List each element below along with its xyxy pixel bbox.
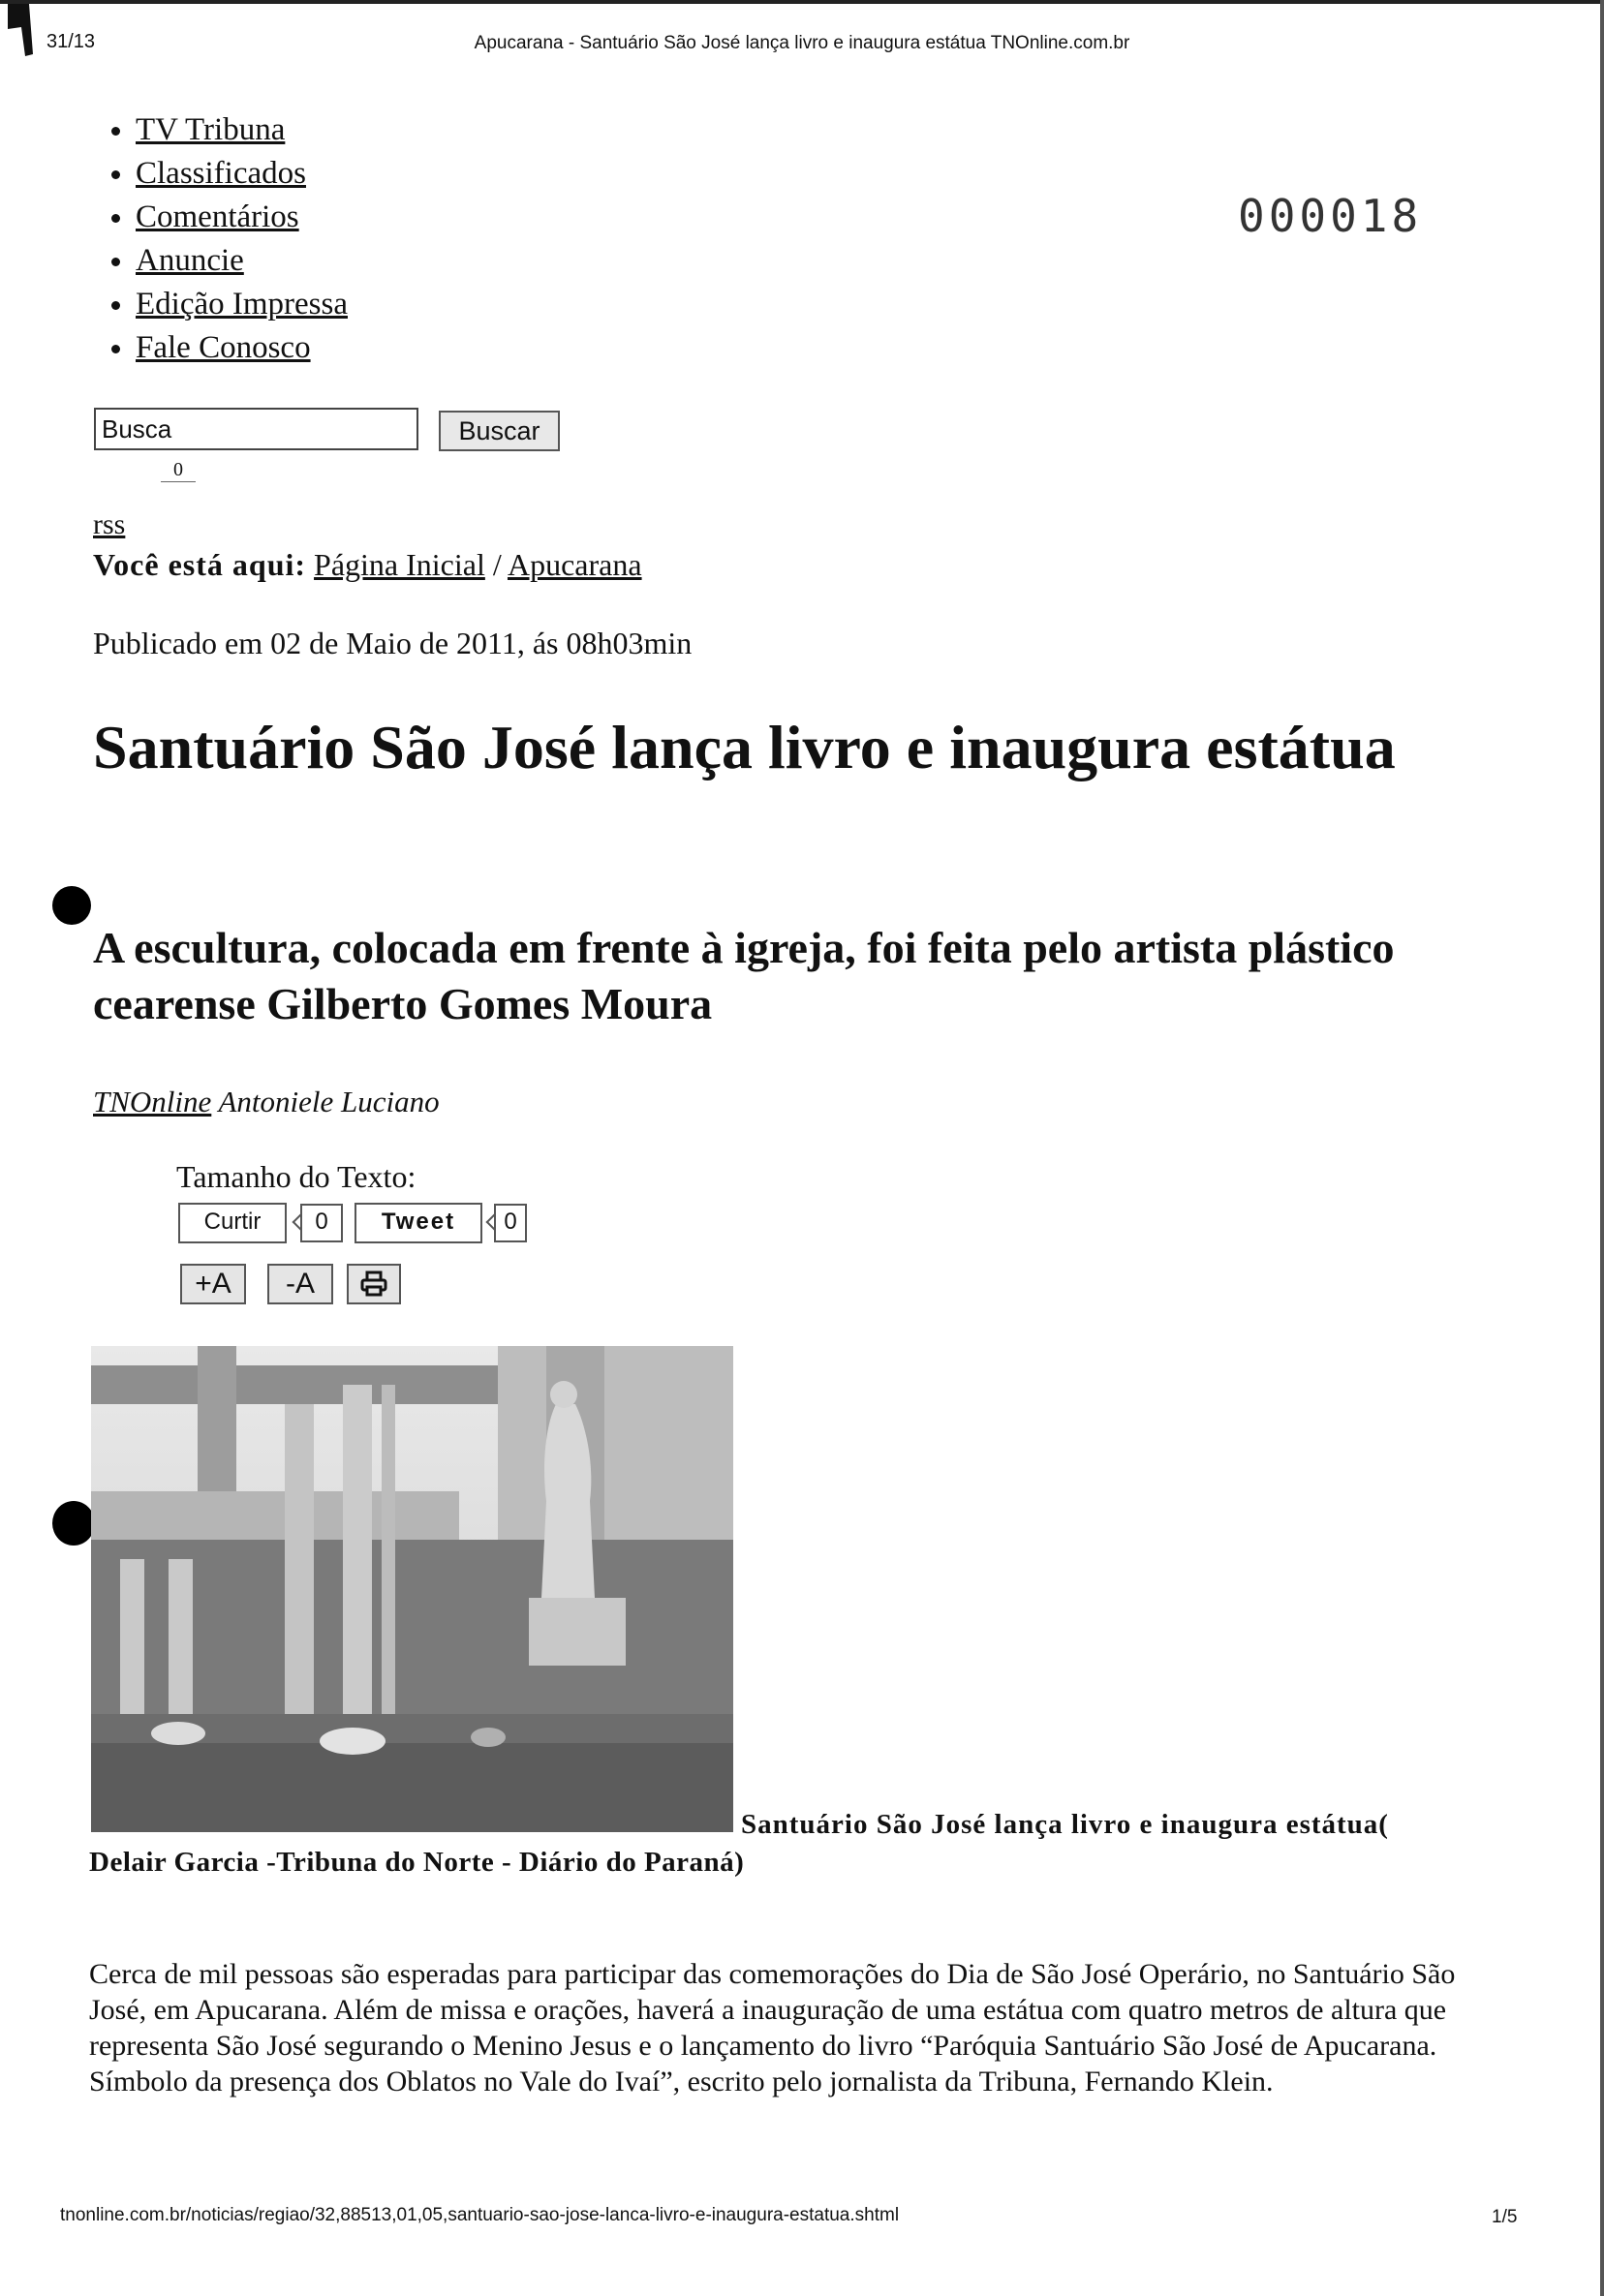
photo-caption-line2: Delair Garcia -Tribuna do Norte - Diário do Paraná) — [89, 1847, 745, 1878]
top-nav-list — [95, 108, 348, 370]
breadcrumb — [93, 547, 642, 583]
like-button[interactable]: Curtir — [178, 1203, 287, 1243]
author-name: Antoniele Luciano — [218, 1085, 440, 1118]
tweet-count: 0 — [494, 1204, 527, 1242]
photo-caption-line1: Santuário São José lança livro e inaugura estátua( — [741, 1809, 1389, 1840]
punch-hole-top — [52, 886, 91, 925]
nav-item-edicao-impressa — [136, 283, 348, 326]
nav-link-edicao-impressa[interactable]: Edição Impressa — [136, 287, 348, 321]
print-page-title: Apucarana - Santuário São José lança livro e inaugura estátua TNOnline.com.br — [474, 33, 1130, 53]
search-input[interactable] — [94, 408, 418, 450]
nav-item-classificados — [136, 152, 348, 196]
nav-link-comentarios[interactable]: Comentários — [136, 199, 299, 234]
breadcrumb-separator: / — [484, 547, 508, 582]
breadcrumb-home-link[interactable]: Página Inicial — [314, 547, 485, 582]
print-footer-page: 1/5 — [1492, 2207, 1518, 2227]
page-stamp-number: 000018 — [1238, 190, 1423, 242]
byline — [93, 1085, 440, 1119]
article-title: Santuário São José lança livro e inaugura estátua — [93, 713, 1396, 781]
article-body-paragraph: Cerca de mil pessoas são esperadas para participar das comemorações do Dia de São José Operário, no Santuário São José, em Apucarana. Além de missa e orações, haverá a inauguração de uma estátua com quatro metros de altura que representa São José segurando o Menino Jesus e o lançamento do livro “Paróquia Santuário São José de Apucarana. Símbolo da presença dos Oblatos no Vale do Ivaí”, escrito pelo jornalista da Tribuna, Fernando Klein. — [89, 1958, 1456, 2097]
nav-link-classificados[interactable]: Classificados — [136, 156, 306, 191]
print-footer-url: tnonline.com.br/noticias/regiao/32,88513,01,05,santuario-sao-jose-lanca-livro-e-inaugura-estatua.shtml — [60, 2205, 900, 2225]
breadcrumb-prefix: Você está aqui: — [93, 547, 307, 582]
nav-item-anuncie — [136, 239, 348, 283]
publish-date: Publicado em 02 de Maio de 2011, ás 08h03min — [93, 626, 693, 660]
comment-count: 0 — [161, 459, 196, 482]
nav-item-comentarios — [136, 196, 348, 239]
article-photo — [91, 1346, 733, 1832]
nav-item-tv-tribuna — [136, 108, 348, 152]
print-date: 31/1⁠3 — [46, 31, 96, 52]
scan-top-border — [0, 0, 1604, 4]
punch-hole-bottom — [52, 1501, 95, 1546]
like-count: 0 — [300, 1204, 343, 1242]
article-subtitle: A escultura, colocada em frente à igreja, foi feita pelo artista plástico cearense Gilberto Gomes Moura — [93, 923, 1395, 1028]
increase-text-button[interactable]: +A — [180, 1264, 246, 1304]
decrease-text-button[interactable]: -A — [267, 1264, 333, 1304]
print-button[interactable] — [347, 1264, 401, 1304]
nav-item-fale-conosco — [136, 326, 348, 370]
breadcrumb-section-link[interactable]: Apucarana — [507, 547, 642, 582]
text-size-label: Tamanho do Texto: — [176, 1159, 416, 1194]
nav-link-fale-conosco[interactable]: Fale Conosco — [136, 330, 311, 365]
tweet-button[interactable]: Tweet — [355, 1203, 482, 1243]
statue-photo-illustration — [91, 1346, 733, 1832]
search-button[interactable]: Buscar — [439, 411, 560, 451]
nav-link-tv-tribuna[interactable]: TV Tribuna — [136, 112, 286, 147]
scan-right-border — [1600, 0, 1604, 2296]
nav-link-anuncie[interactable]: Anuncie — [136, 243, 244, 278]
printer-icon — [359, 1270, 388, 1298]
source-link[interactable]: TNOnline — [93, 1085, 212, 1118]
rss-link[interactable]: rss — [93, 508, 126, 540]
